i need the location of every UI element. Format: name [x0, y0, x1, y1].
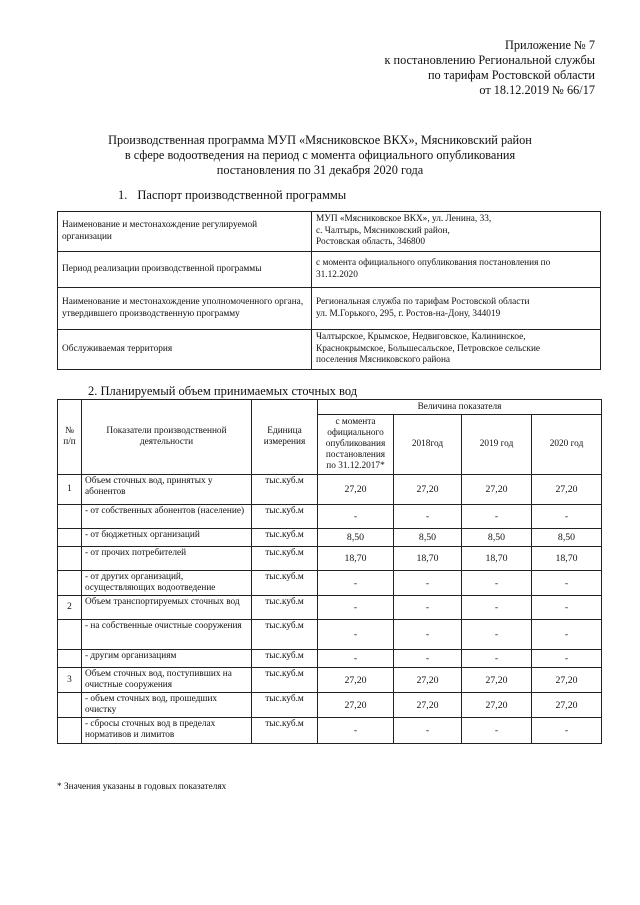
- header-group: Величина показателя: [318, 400, 602, 415]
- footnote: * Значения указаны в годовых показателях: [57, 782, 227, 792]
- row-indicator: Объем сточных вод, принятых у абонентов: [82, 475, 252, 505]
- row-number: [58, 529, 82, 547]
- row-value: -: [532, 620, 602, 650]
- table-row: [58, 212, 601, 252]
- row-value: -: [318, 620, 394, 650]
- row-value: 18,70: [532, 547, 602, 571]
- passport-key: Наименование и местонахождение уполномоченного органа, утвердившего производственную программу: [58, 288, 312, 330]
- row-value: 8,50: [462, 529, 532, 547]
- section-1-heading: [118, 188, 346, 203]
- row-indicator: Объем транспортируемых сточных вод: [82, 596, 252, 620]
- row-value: -: [462, 505, 532, 529]
- row-value: 27,20: [532, 475, 602, 505]
- title-line: постановления по 31 декабря 2020 года: [216, 163, 424, 177]
- row-value: 18,70: [318, 547, 394, 571]
- section-2-heading: 2. Планируемый объем принимаемых сточных вод: [88, 384, 358, 398]
- row-value: 27,20: [462, 475, 532, 505]
- row-value: 27,20: [532, 668, 602, 693]
- row-value: -: [394, 596, 462, 620]
- value-line: с. Чалтырь, Мясниковский район,: [316, 225, 450, 236]
- row-value: -: [532, 571, 602, 596]
- row-value: -: [532, 596, 602, 620]
- row-indicator: - на собственные очистные сооружения: [82, 620, 252, 650]
- row-number: 2: [58, 596, 82, 620]
- appendix-line: по тарифам Ростовской области: [427, 68, 595, 82]
- row-value: -: [318, 718, 394, 744]
- row-number: [58, 718, 82, 744]
- row-number: [58, 693, 82, 718]
- value-line: с момента официального опубликования постановления по: [316, 258, 551, 268]
- row-value: -: [462, 650, 532, 668]
- table-row: [58, 650, 602, 668]
- row-value: 8,50: [532, 529, 602, 547]
- value-line: поселения Мясниковского района: [316, 355, 451, 366]
- value-line: Ростовская область, 346800: [316, 237, 425, 248]
- header-period: с момента официального опубликования постановления по 31.12.2017*: [318, 415, 394, 475]
- row-number: [58, 571, 82, 596]
- row-value: 27,20: [318, 668, 394, 693]
- row-value: -: [462, 596, 532, 620]
- row-value: 27,20: [462, 693, 532, 718]
- row-value: -: [532, 505, 602, 529]
- row-value: 27,20: [394, 693, 462, 718]
- table-row: [58, 529, 602, 547]
- appendix-line: к постановлению Региональной службы: [384, 53, 595, 67]
- row-number: [58, 650, 82, 668]
- row-indicator: - другим организациям: [82, 650, 252, 668]
- row-value: -: [394, 571, 462, 596]
- row-indicator: - от прочих потребителей: [82, 547, 252, 571]
- row-value: 27,20: [394, 668, 462, 693]
- row-value: 27,20: [394, 475, 462, 505]
- row-number: [58, 547, 82, 571]
- row-value: -: [318, 571, 394, 596]
- row-value: 27,20: [462, 668, 532, 693]
- row-value: -: [394, 620, 462, 650]
- header-year: 2019 год: [462, 415, 532, 475]
- header-year: 2018год: [394, 415, 462, 475]
- row-value: 18,70: [462, 547, 532, 571]
- table-row: [58, 620, 602, 650]
- row-number: 3: [58, 668, 82, 693]
- appendix-line: от 18.12.2019 № 66/17: [479, 83, 595, 97]
- row-value: -: [318, 505, 394, 529]
- passport-key: Обслуживаемая территория: [58, 330, 312, 370]
- row-indicator: - сбросы сточных вод в пределах нормативов и лимитов: [82, 718, 252, 744]
- row-value: -: [318, 650, 394, 668]
- row-value: 27,20: [318, 693, 394, 718]
- table-row: [58, 693, 602, 718]
- row-unit: тыс.куб.м: [252, 475, 318, 505]
- row-value: -: [394, 650, 462, 668]
- row-number: [58, 620, 82, 650]
- row-unit: тыс.куб.м: [252, 668, 318, 693]
- row-value: 8,50: [394, 529, 462, 547]
- row-value: -: [318, 596, 394, 620]
- row-value: 27,20: [318, 475, 394, 505]
- row-value: -: [394, 718, 462, 744]
- row-value: -: [532, 650, 602, 668]
- row-unit: тыс.куб.м: [252, 596, 318, 620]
- passport-key: Период реализации производственной программы: [58, 252, 312, 288]
- row-number: [58, 505, 82, 529]
- appendix-header: [295, 38, 595, 98]
- row-unit: тыс.куб.м: [252, 718, 318, 744]
- row-indicator: - от собственных абонентов (население): [82, 505, 252, 529]
- row-value: -: [394, 505, 462, 529]
- row-value: -: [532, 718, 602, 744]
- table-row: [58, 547, 602, 571]
- volume-table-body: [58, 475, 602, 744]
- passport-value: [312, 288, 601, 330]
- section-number: 1.: [118, 188, 128, 202]
- row-unit: тыс.куб.м: [252, 693, 318, 718]
- appendix-line: Приложение № 7: [504, 38, 595, 52]
- table-row: [58, 505, 602, 529]
- row-indicator: - объем сточных вод, прошедших очистку: [82, 693, 252, 718]
- document-title: [60, 133, 580, 178]
- title-line: Производственная программа МУП «Мясниковское ВКХ», Мясниковский район: [108, 133, 532, 147]
- row-value: 27,20: [532, 693, 602, 718]
- row-unit: тыс.куб.м: [252, 529, 318, 547]
- table-row: [58, 596, 602, 620]
- section-title: Паспорт производственной программы: [137, 188, 347, 202]
- passport-table: [57, 211, 601, 370]
- row-number: 1: [58, 475, 82, 505]
- title-line: в сфере водоотведения на период с момента официального опубликования: [124, 148, 516, 162]
- header-num: № п/п: [58, 400, 82, 475]
- table-row: [58, 475, 602, 505]
- row-unit: тыс.куб.м: [252, 620, 318, 650]
- row-unit: тыс.куб.м: [252, 650, 318, 668]
- value-line: Чалтырское, Крымское, Недвиговское, Калининское,: [316, 332, 526, 343]
- value-line: МУП «Мясниковское ВКХ», ул. Ленина, 33,: [316, 214, 492, 225]
- passport-value: [312, 252, 601, 288]
- value-line: ул. М.Горького, 295, г. Ростов-на-Дону, 344019: [316, 308, 501, 319]
- table-row: [58, 330, 601, 370]
- table-row: [58, 571, 602, 596]
- row-unit: тыс.куб.м: [252, 547, 318, 571]
- table-row: [58, 288, 601, 330]
- value-line: Краснокрымское, Большесальское, Петровское сельские: [316, 343, 541, 354]
- passport-key: Наименование и местонахождение регулируемой организации: [58, 212, 312, 252]
- table-row: [58, 668, 602, 693]
- row-indicator: - от бюджетных организаций: [82, 529, 252, 547]
- table-row: [58, 718, 602, 744]
- row-value: -: [462, 620, 532, 650]
- header-unit: Единица измерения: [252, 400, 318, 475]
- row-value: 8,50: [318, 529, 394, 547]
- row-value: -: [462, 718, 532, 744]
- row-value: 18,70: [394, 547, 462, 571]
- header-indicator: Показатели производственной деятельности: [82, 400, 252, 475]
- passport-value: [312, 330, 601, 370]
- volume-table: [57, 399, 602, 744]
- row-unit: тыс.куб.м: [252, 505, 318, 529]
- row-indicator: - от других организаций, осуществляющих водоотведение: [82, 571, 252, 596]
- value-line: Региональная служба по тарифам Ростовской области: [316, 297, 530, 307]
- header-year: 2020 год: [532, 415, 602, 475]
- value-line: 31.12.2020: [316, 269, 358, 280]
- row-unit: тыс.куб.м: [252, 571, 318, 596]
- passport-value: [312, 212, 601, 252]
- row-value: -: [462, 571, 532, 596]
- table-row: [58, 252, 601, 288]
- row-indicator: Объем сточных вод, поступивших на очистные сооружения: [82, 668, 252, 693]
- table-header-row: [58, 400, 602, 415]
